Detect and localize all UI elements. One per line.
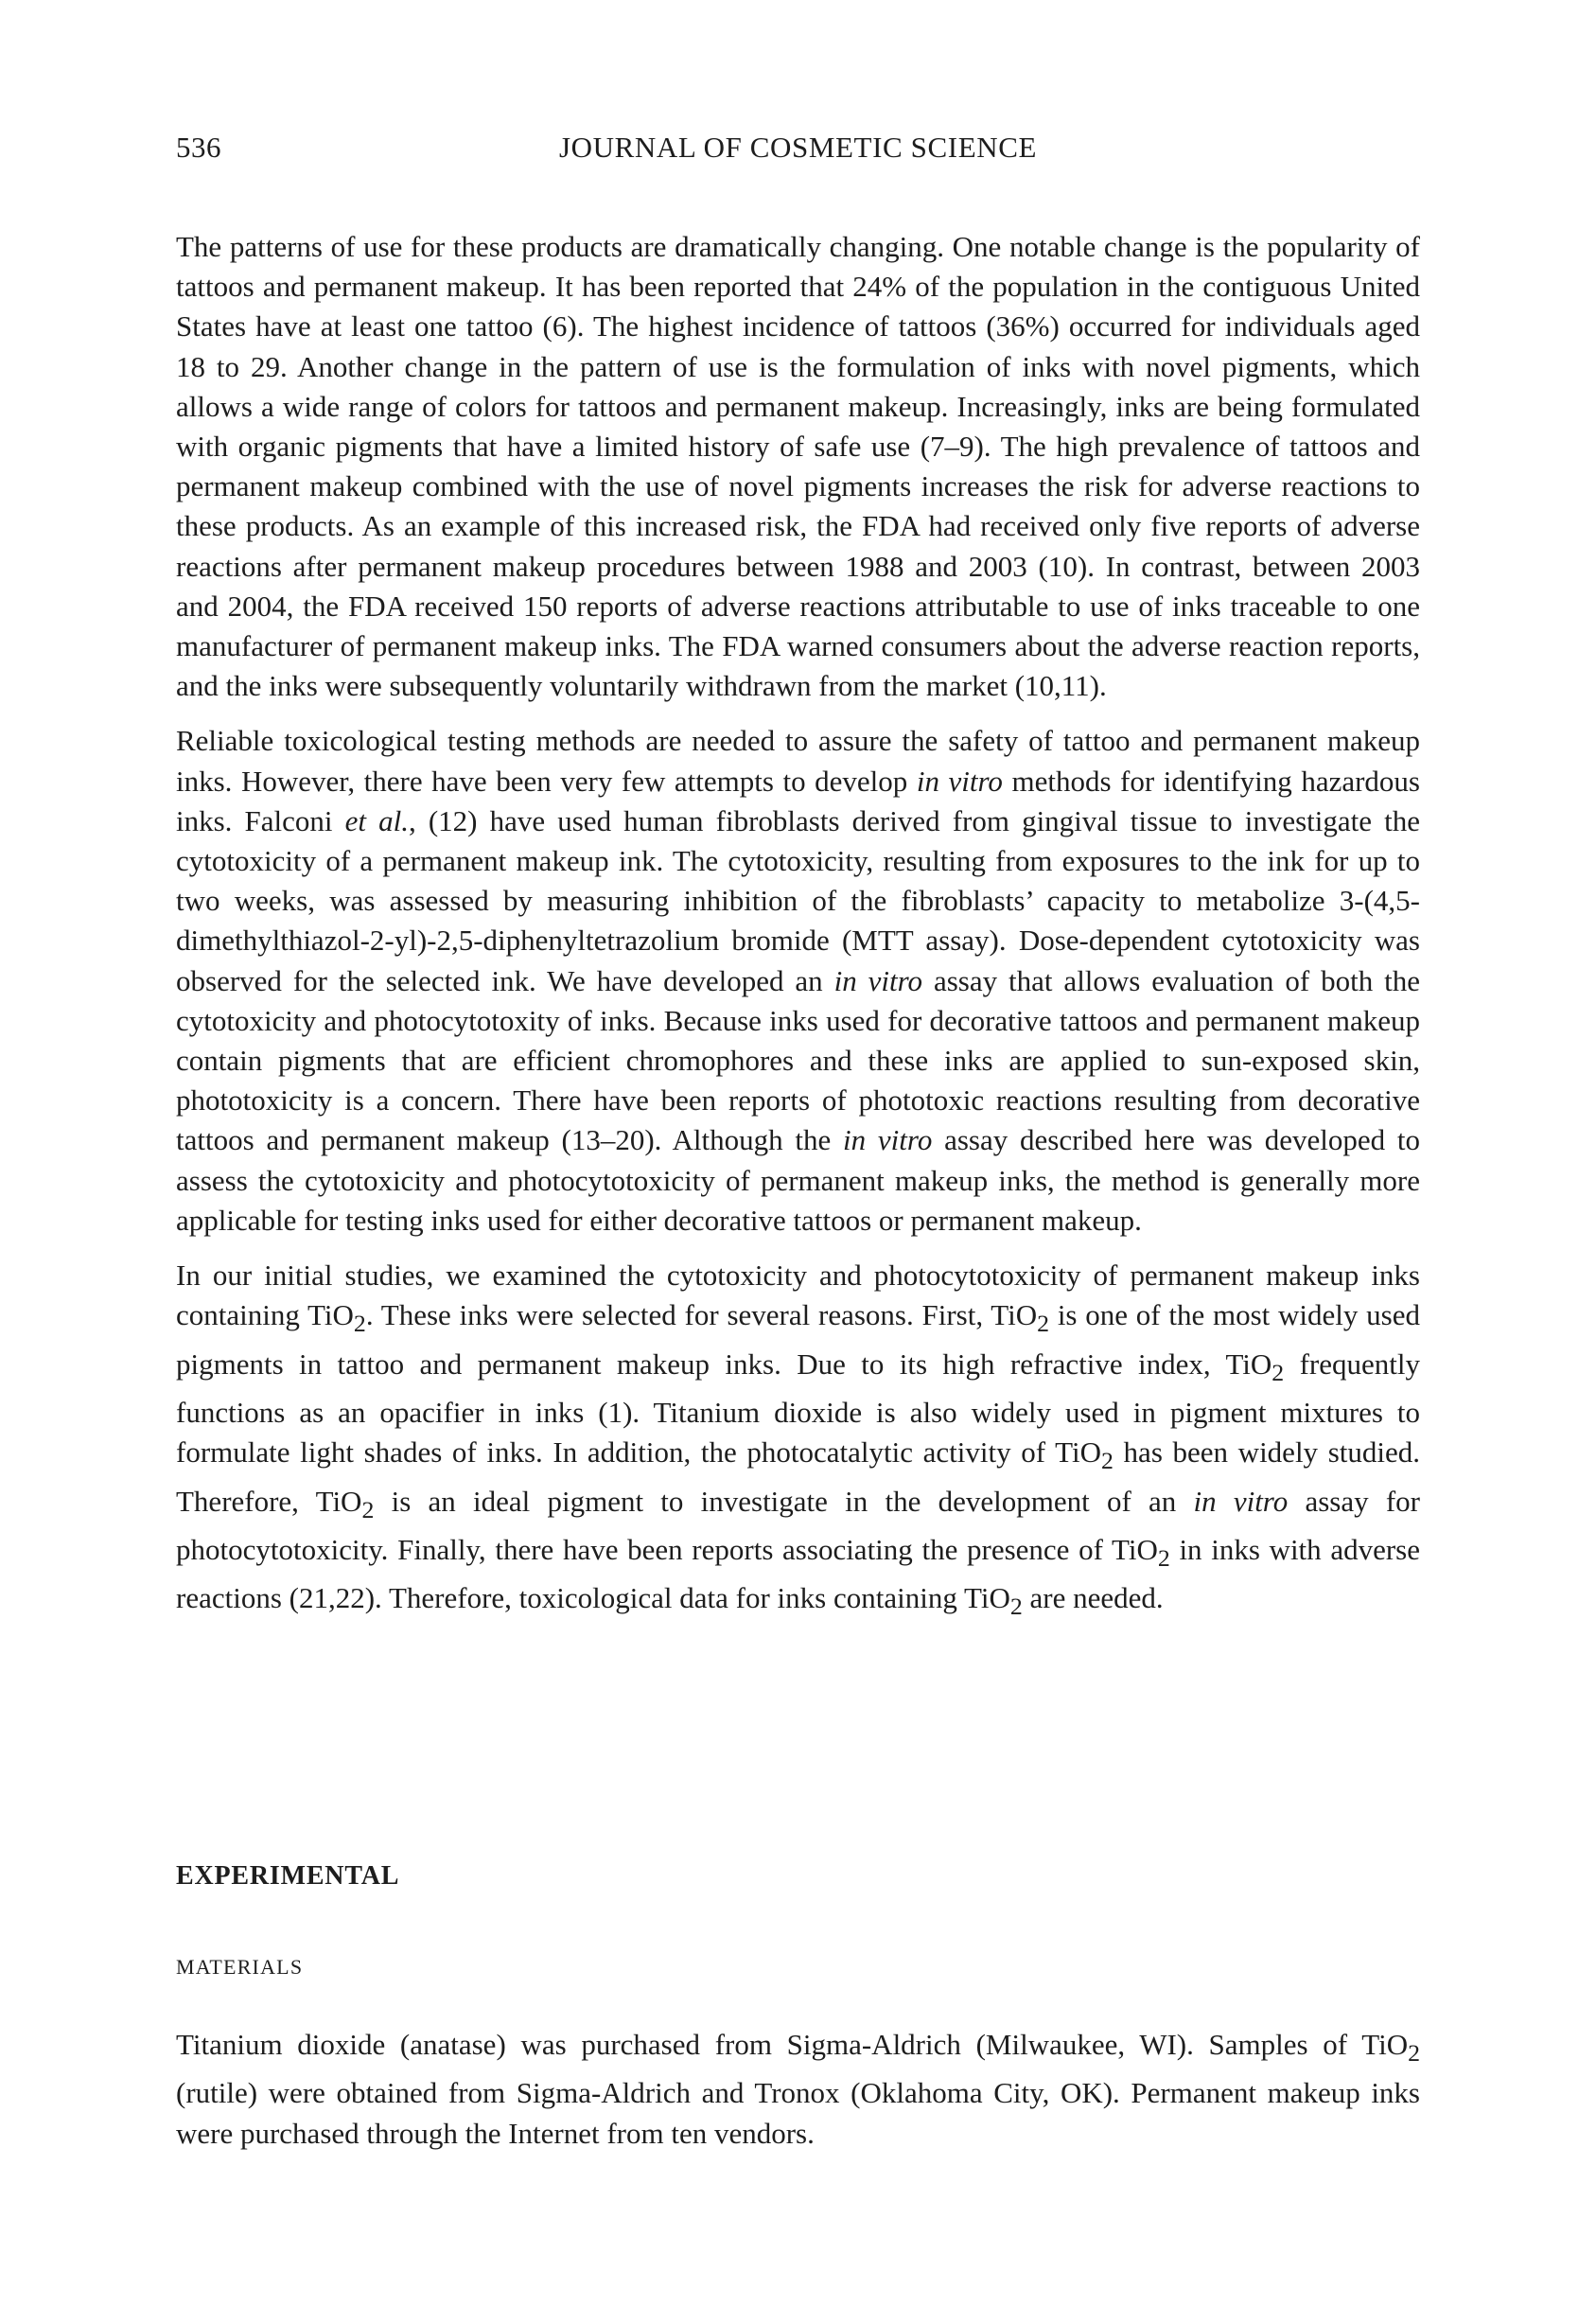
subscript: 2 bbox=[1272, 1358, 1285, 1386]
text-run: Reliable toxicological testing methods are needed to assure the safety of tattoo and permanent makeup inks. However, there have been very few attempts to develop bbox=[176, 724, 1420, 798]
text-run: , (12) have used human fibroblasts derived from gingival tissue to investigate the cytotoxicity of a permanent makeup ink. The cytotoxicity, resulting from exposures to the ink for up to two weeks, was assessed by measuring inhibition of the fibroblasts’ capacity to metabolize 3-(4,5-dimethylthiazol-2-yl)-2,5-diphenyltetrazolium bromide (MTT assay). Dose-dependent cytotoxicity was observed for the selected ink. We have developed an bbox=[176, 803, 1420, 997]
text-run: is one of the most widely used pigments in tattoo and permanent makeup inks. Due to its high refractive index, TiO bbox=[176, 1298, 1420, 1381]
text-run: assay that allows evaluation of both the cytotoxicity and photocytotoxity of inks. Because inks used for decorative tattoos and permanent makeup contain pigments that are efficient chromophores and these inks are applied to sun-exposed skin, phototoxicity is a concern. There have been reports of phototoxic reactions resulting from decorative tattoos and permanent makeup (13–20). Although the bbox=[176, 963, 1420, 1157]
italic-term: in vitro bbox=[843, 1123, 933, 1157]
paragraph-text: The patterns of use for these products are dramatically changing. One notable change is the popularity of tattoos and permanent makeup. It has been reported that 24% of the population in the contiguous United States have at least one tattoo (6). The highest incidence of tattoos (36%) occurred for individuals aged 18 to 29. Another change in the pattern of use is the formulation of inks with novel pigments, which allows a wide range of colors for tattoos and permanent makeup. Increasingly, inks are being formulated with organic pigments that have a limited history of safe use (7–9). The high prevalence of tattoos and permanent makeup combined with the use of novel pigments increases the risk for adverse reactions to these products. As an example of this increased risk, the FDA had received only five reports of adverse reactions after permanent makeup procedures between 1988 and 2003 (10). In contrast, between 2003 and 2004, the FDA received 150 reports of adverse reactions attributable to use of inks traceable to one manufacturer of permanent makeup inks. The FDA warned consumers about the adverse reaction reports, and the inks were subsequently voluntarily withdrawn from the market (10,11). bbox=[176, 230, 1420, 703]
text-run: are needed. bbox=[1022, 1581, 1164, 1615]
italic-term: in vitro bbox=[916, 764, 1003, 798]
paragraph-materials bbox=[176, 2025, 1420, 2154]
subscript: 2 bbox=[1157, 1544, 1170, 1573]
subscript: 2 bbox=[1009, 1593, 1023, 1621]
text-run: methods for identifying hazardous inks. Falconi bbox=[176, 764, 1420, 837]
text-run: has been widely studied. Therefore, TiO bbox=[176, 1435, 1420, 1518]
italic-term: in vitro bbox=[833, 963, 923, 997]
paragraph-toxicological-testing bbox=[176, 721, 1420, 1241]
subscript: 2 bbox=[1408, 2039, 1420, 2068]
section-heading-experimental: EXPERIMENTAL bbox=[176, 1861, 400, 1891]
subsection-heading-materials: MATERIALS bbox=[176, 1955, 304, 1979]
text-run: frequently functions as an opacifier in inks (1). Titanium dioxide is also widely used in pigment mixtures to formulate light shades of inks. In addition, the photocatalytic activity of TiO bbox=[176, 1347, 1420, 1470]
subscript: 2 bbox=[361, 1495, 375, 1523]
text-run: (rutile) were obtained from Sigma-Aldrich and Tronox (Oklahoma City, OK). Permanent makeup inks were purchased through the Internet from ten vendors. bbox=[176, 2076, 1420, 2150]
subscript: 2 bbox=[1101, 1447, 1114, 1475]
text-run: . These inks were selected for several reasons. First, TiO bbox=[365, 1298, 1038, 1332]
italic-term: in vitro bbox=[1193, 1484, 1289, 1518]
body-text bbox=[176, 227, 1420, 1643]
text-run: assay described here was developed to assess the cytotoxicity and photocytotoxicity of permanent makeup inks, the method is generally more applicable for testing inks used for either decorative tattoos or permanent makeup. bbox=[176, 1123, 1420, 1237]
text-run: is an ideal pigment to investigate in the development of an bbox=[374, 1484, 1194, 1518]
paragraph-initial-studies bbox=[176, 1256, 1420, 1628]
text-run: Titanium dioxide (anatase) was purchased from Sigma-Aldrich (Milwaukee, WI). Samples of TiO bbox=[176, 2028, 1409, 2061]
running-head bbox=[176, 131, 1420, 172]
paragraph-patterns-of-use bbox=[176, 227, 1420, 706]
journal-title: JOURNAL OF COSMETIC SCIENCE bbox=[558, 131, 1038, 164]
text-run: assay for photocytotoxicity. Finally, there have been reports associating the presence of TiO bbox=[176, 1484, 1420, 1567]
italic-term: et al. bbox=[344, 803, 409, 837]
subscript: 2 bbox=[1037, 1310, 1050, 1338]
page-number: 536 bbox=[176, 131, 221, 164]
text-run: In our initial studies, we examined the cytotoxicity and photocytotoxicity of permanent makeup inks containing TiO bbox=[176, 1259, 1420, 1332]
subscript: 2 bbox=[353, 1310, 366, 1338]
body-text-materials bbox=[176, 2025, 1420, 2169]
text-run: in inks with adverse reactions (21,22). Therefore, toxicological data for inks containing TiO bbox=[176, 1533, 1420, 1615]
